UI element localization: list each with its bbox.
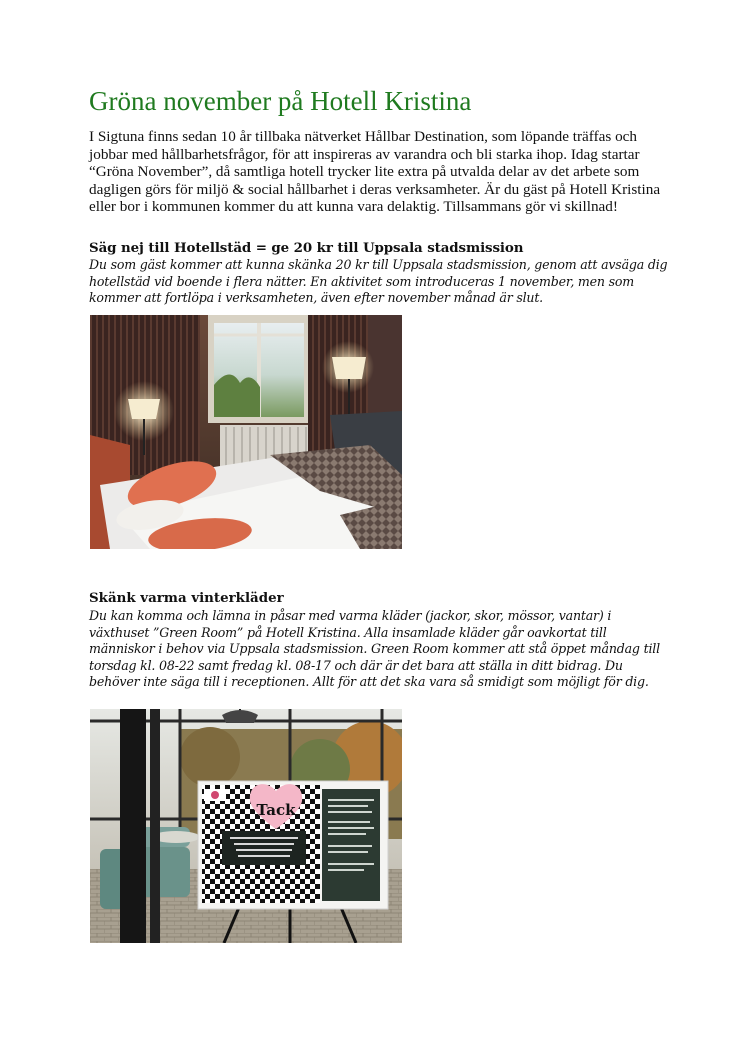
sign-heading: Tack bbox=[256, 801, 296, 819]
section1-body: Du som gäst kommer att kunna skänka 20 kr till Uppsala stadsmission, genom att avsäga dig hotellstäd vid boende i flera nätter. En aktivitet som introduceras 1 november, men som kommer att fortlöpa i verksamheten, även efter november månad är slut. bbox=[89, 257, 668, 306]
intro-paragraph: I Sigtuna finns sedan 10 år tillbaka nätverket Hållbar Destination, som löpande träffas och jobbar med hållbarhetsfrågor, för att inspireras av varandra och bli starka ihop. Idag startar “Gröna November”, då samtliga hotell trycker lite extra på utvalda delar av det arbete som dagligen görs för miljö & social hållbarhet i deras verksamheter. Är du gäst på Hotell Kristina eller bor i kommunen kommer du att kunna vara delaktig. Tillsammans gör vi skillnad! bbox=[89, 128, 661, 216]
hotel-room-photo bbox=[90, 315, 402, 549]
section2-heading: Skänk varma vinterkläder bbox=[89, 590, 284, 606]
section1-heading: Säg nej till Hotellstäd = ge 20 kr till Uppsala stadsmission bbox=[89, 240, 524, 256]
page-title: Gröna november på Hotell Kristina bbox=[89, 86, 472, 116]
section2-body: Du kan komma och lämna in påsar med varma kläder (jackor, skor, mössor, vantar) i växthuset ”Green Room” på Hotell Kristina. Alla insamlade kläder går oavkortat till människor i behov via Uppsala stadsmission. Green Room kommer att stå öppet måndag till torsdag kl. 08-22 samt fredag kl. 08-17 och där är det bara att ställa in ditt bidrag. Du behöver inte säga till i receptionen. Allt för att det ska vara så smidigt som möjligt för dig. bbox=[89, 608, 660, 690]
green-room-photo bbox=[90, 709, 402, 943]
